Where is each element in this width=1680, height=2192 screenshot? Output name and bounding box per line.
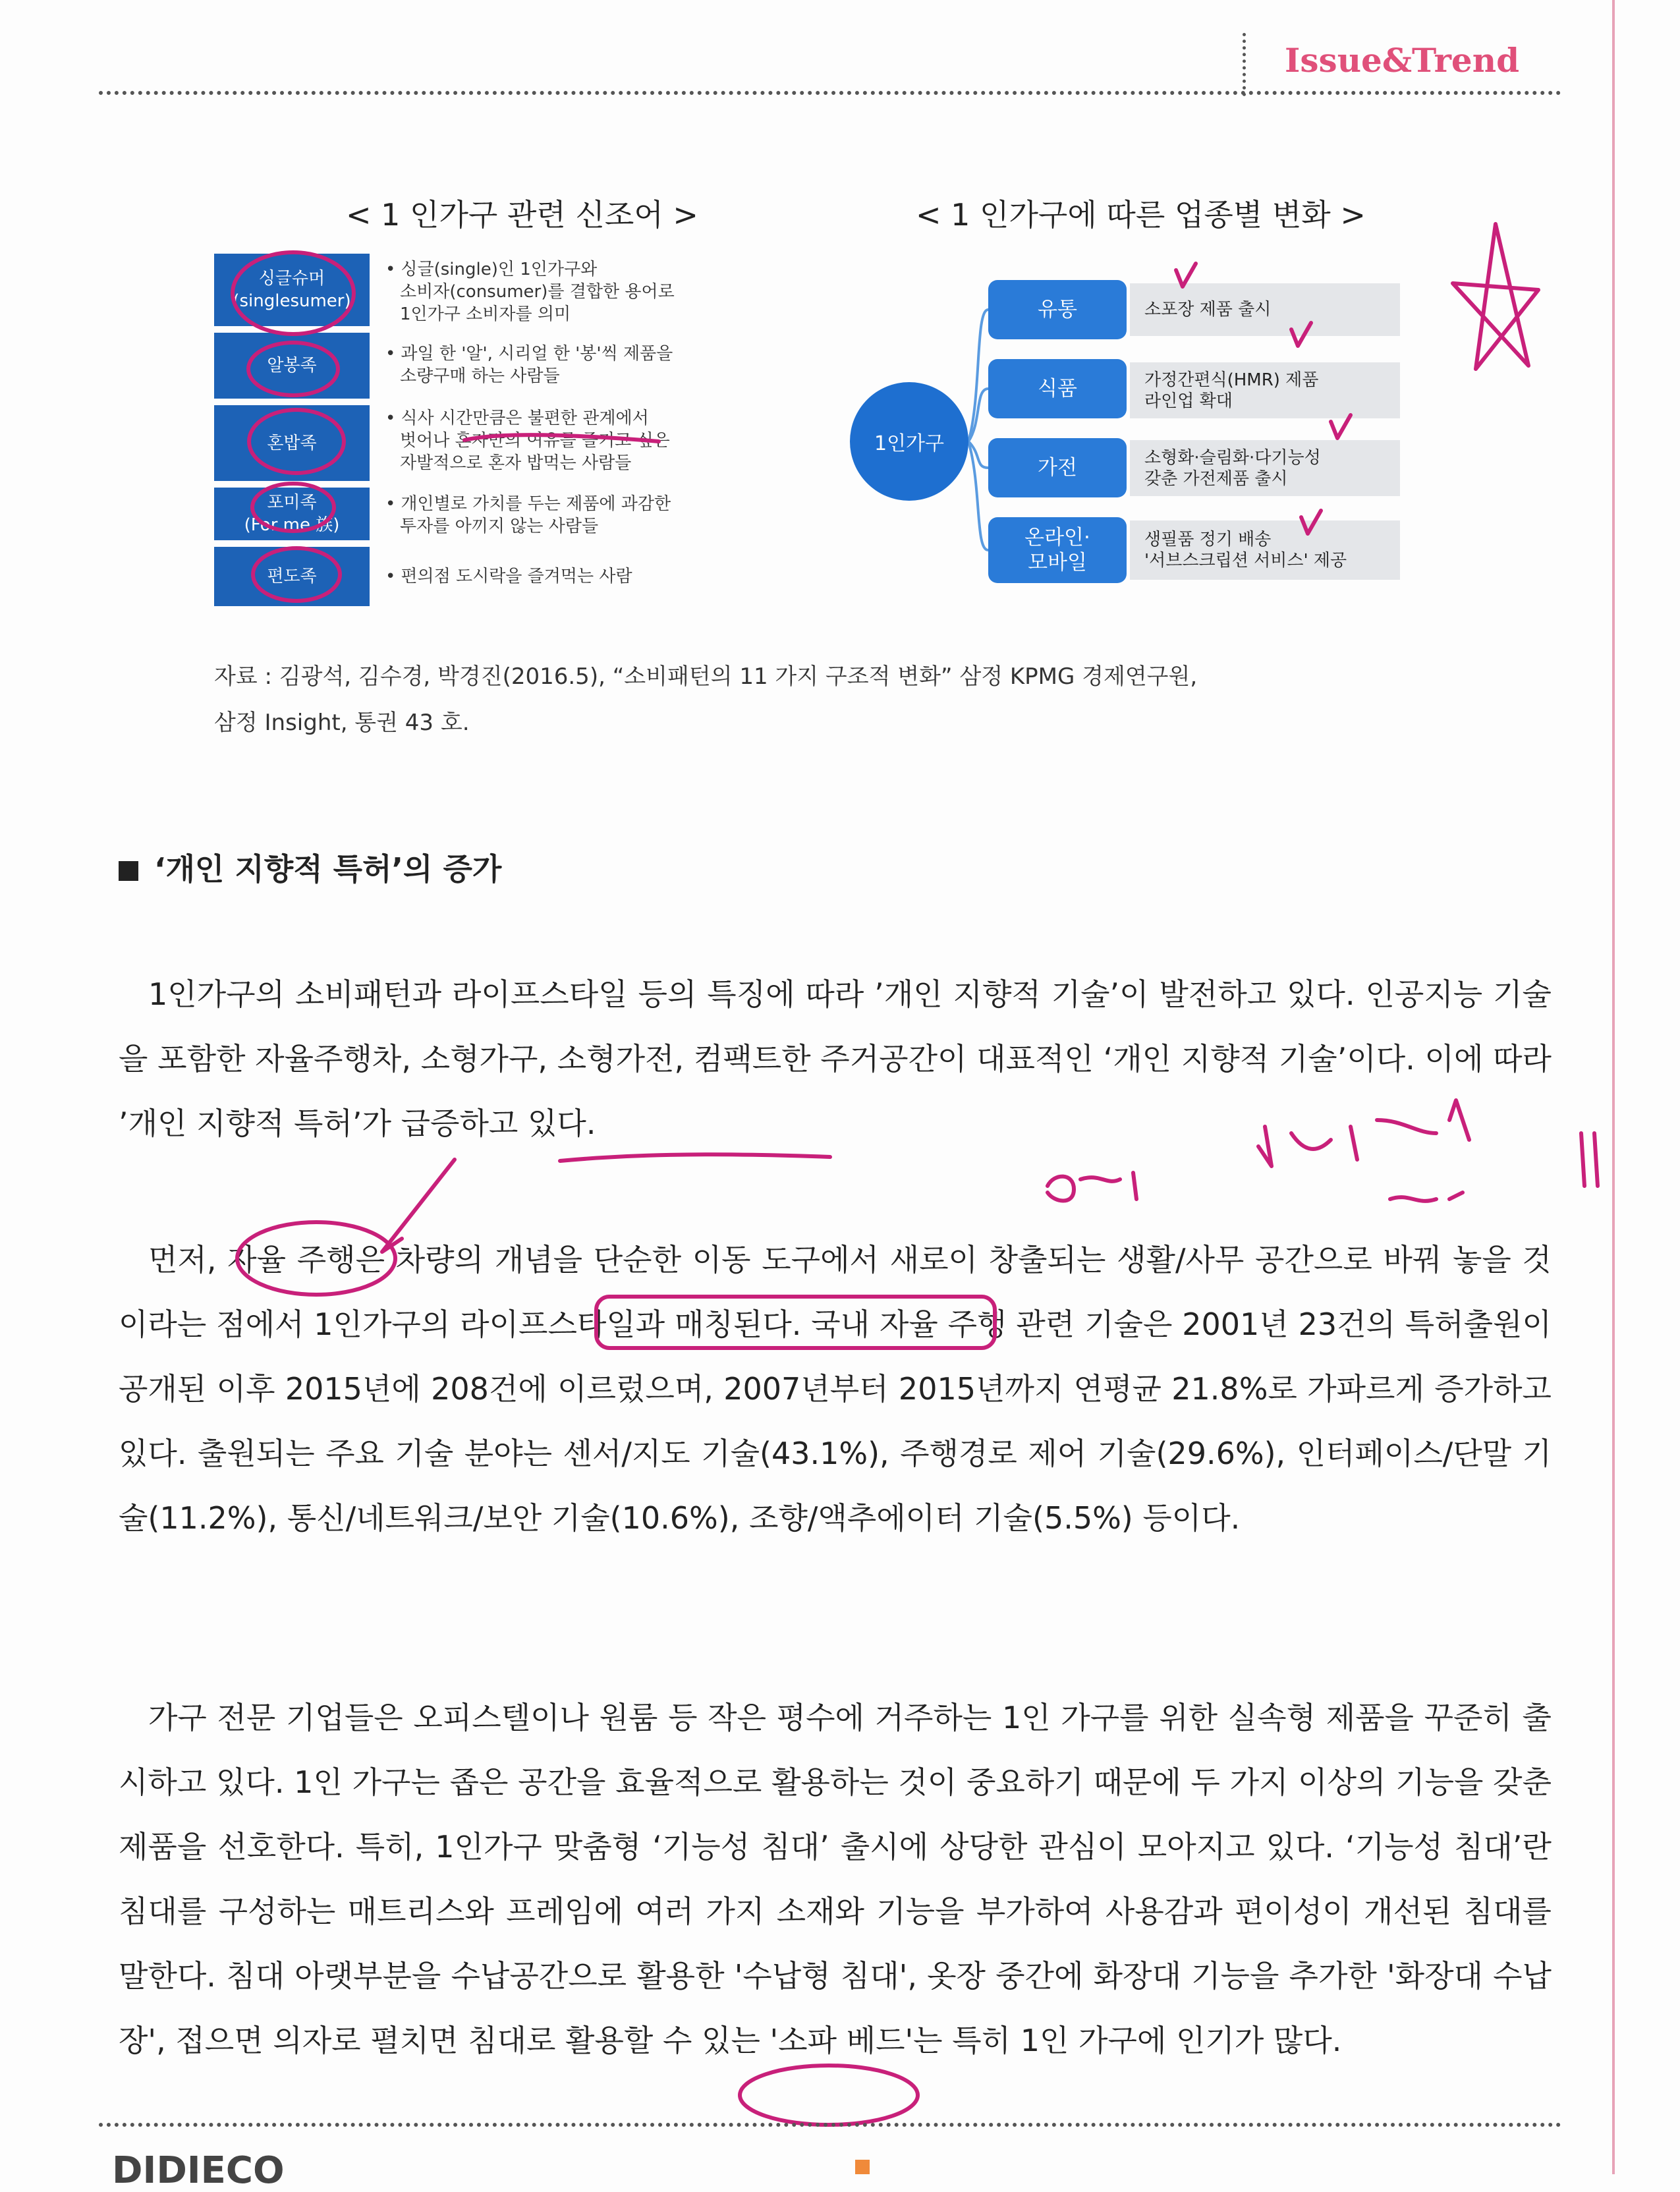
change-box: 가정간편식(HMR) 제품 라인업 확대 [1130, 362, 1400, 418]
footer-logo: DIDIECO [112, 2149, 285, 2192]
figure-left-title: < 1 인가구 관련 신조어 > [346, 197, 698, 233]
term-label: 싱글슈머 [258, 269, 325, 289]
term-description: • 편의점 도시락을 즐겨먹는 사람 [385, 567, 632, 586]
body-paragraph: 가구 전문 기업들은 오피스텔이나 원룸 등 작은 평수에 거주하는 1인 가구를 위한 실속형 제품을 꾸준히 출시하고 있다. 1인 가구는 좁은 공간을 효율적으로 활용하는 것이 중요하기 때문에 두 가지 이상의 기능을 갖춘 제품을 선호한다. 특히, 1인가구 맞춤형 ‘기능성 침대’ 출시에 상당한 관심이 모아지고 있다. ‘기능성 침대’란 침대를 구성하는 매트리스와 프레임에 여러 가지 소재와 기능을 부가하여 사용감과 편이성이 개선된 침대를 말한다. 침대 아랫부분을 수납공간으로 활용한 '수납형 침대', 옷장 중간에 화장대 기능을 추가한 '화장대 수납장', 접으면 의자로 펼치면 침대로 활용할 수 있는 '소파 베드'는 특히 1인 가구에 인기가 많다. [119, 1700, 1552, 2058]
term-description: • 과일 한 '알', 시리얼 한 '봉'씩 제품을 소량구매 하는 사람들 [385, 344, 673, 386]
change-box: 생필품 정기 배송 '서브스크립션 서비스' 제공 [1130, 520, 1400, 580]
annotation-underline [560, 1154, 830, 1161]
term-description: • 개인별로 가치를 두는 제품에 과감한 투자를 아끼지 않는 사람들 [385, 494, 671, 536]
body-paragraph: 먼저, 자율 주행은 차량의 개념을 단순한 이동 도구에서 새로이 창출되는 생활/사무 공간으로 바꿔 놓을 것이라는 점에서 1인가구의 라이프스타일과 매칭된다. 국내 자율 주행 관련 기술은 2001년 23건의 특허출원이 공개된 이후 2015년에 208건에 이르렀으며, 2007년부터 2015년까지 연평균 21.8%로 가파르게 증가하고 있다. 출원되는 주요 기술 분야는 센서/지도 기술(43.1%), 주행경로 제어 기술(29.6%), 인터페이스/단말 기술(11.2%), 통신/네트워크/보안 기술(10.6%), 조향/액추에이터 기술(5.5%) 등이다. [119, 1242, 1552, 1536]
figure-right-title: < 1 인가구에 따른 업종별 변화 > [916, 197, 1366, 233]
annotation-box [596, 1297, 995, 1348]
annotation-circle [252, 484, 334, 531]
term-label: 혼밥족 [267, 433, 317, 453]
annotation-circle [740, 2066, 918, 2125]
term-description: • 싱글(single)인 1인가구와 소비자(consumer)를 결합한 용어로 1인가구 소비자를 의미 [385, 260, 675, 324]
star-doodle [1453, 224, 1538, 369]
term-label: 편도족 [267, 567, 317, 586]
footer-rule [99, 2123, 1561, 2127]
body-paragraph: 1인가구의 소비패턴과 라이프스타일 등의 특징에 따라 ’개인 지향적 기술’이 발전하고 있다. 인공지능 기술을 포함한 자율주행차, 소형가구, 소형가전, 컴팩트한 주거공간이 대표적인 ‘개인 지향적 기술’이다. 이에 따라 ’개인 지향적 특허’가 급증하고 있다. [119, 976, 1552, 1141]
annotation-circle [248, 343, 338, 395]
annotation-circle [253, 548, 340, 601]
annotation-circle [249, 410, 344, 473]
industry-box: 가전 [988, 438, 1127, 497]
source-line: 자료 : 김광석, 김수경, 박경진(2016.5), “소비패턴의 11 가지 구조적 변화” 삼정 KPMG 경제연구원, [214, 663, 1198, 690]
term-description: • 식사 시간만큼은 불편한 관계에서 벗어나 혼자만의 여유를 즐기고 싶은 자발적으로 혼자 밥먹는 사람들 [385, 408, 670, 473]
footer-accent [855, 2160, 870, 2174]
term-label: (For me 族) [244, 515, 340, 535]
annotation-circle [233, 252, 354, 334]
hub-circle: 1인가구 [850, 382, 968, 501]
industry-box: 식품 [988, 359, 1127, 418]
industry-box: 온라인· 모바일 [988, 517, 1127, 583]
term-label: 포미족 [267, 493, 317, 513]
section-heading: ‘개인 지향적 특허’의 증가 [119, 845, 501, 889]
change-box: 소포장 제품 출시 [1130, 283, 1400, 336]
source-line: 삼정 Insight, 통권 43 호. [214, 710, 470, 736]
term-label: (singlesumer) [233, 291, 351, 311]
term-label: 알봉족 [267, 356, 317, 376]
annotation-underline [464, 435, 659, 441]
change-box: 소형화·슬림화·다기능성 갖춘 가전제품 출시 [1130, 440, 1400, 496]
header-title: Issue&Trend [1285, 41, 1520, 80]
industry-box: 유통 [988, 280, 1127, 339]
annotation-circle [237, 1222, 395, 1295]
